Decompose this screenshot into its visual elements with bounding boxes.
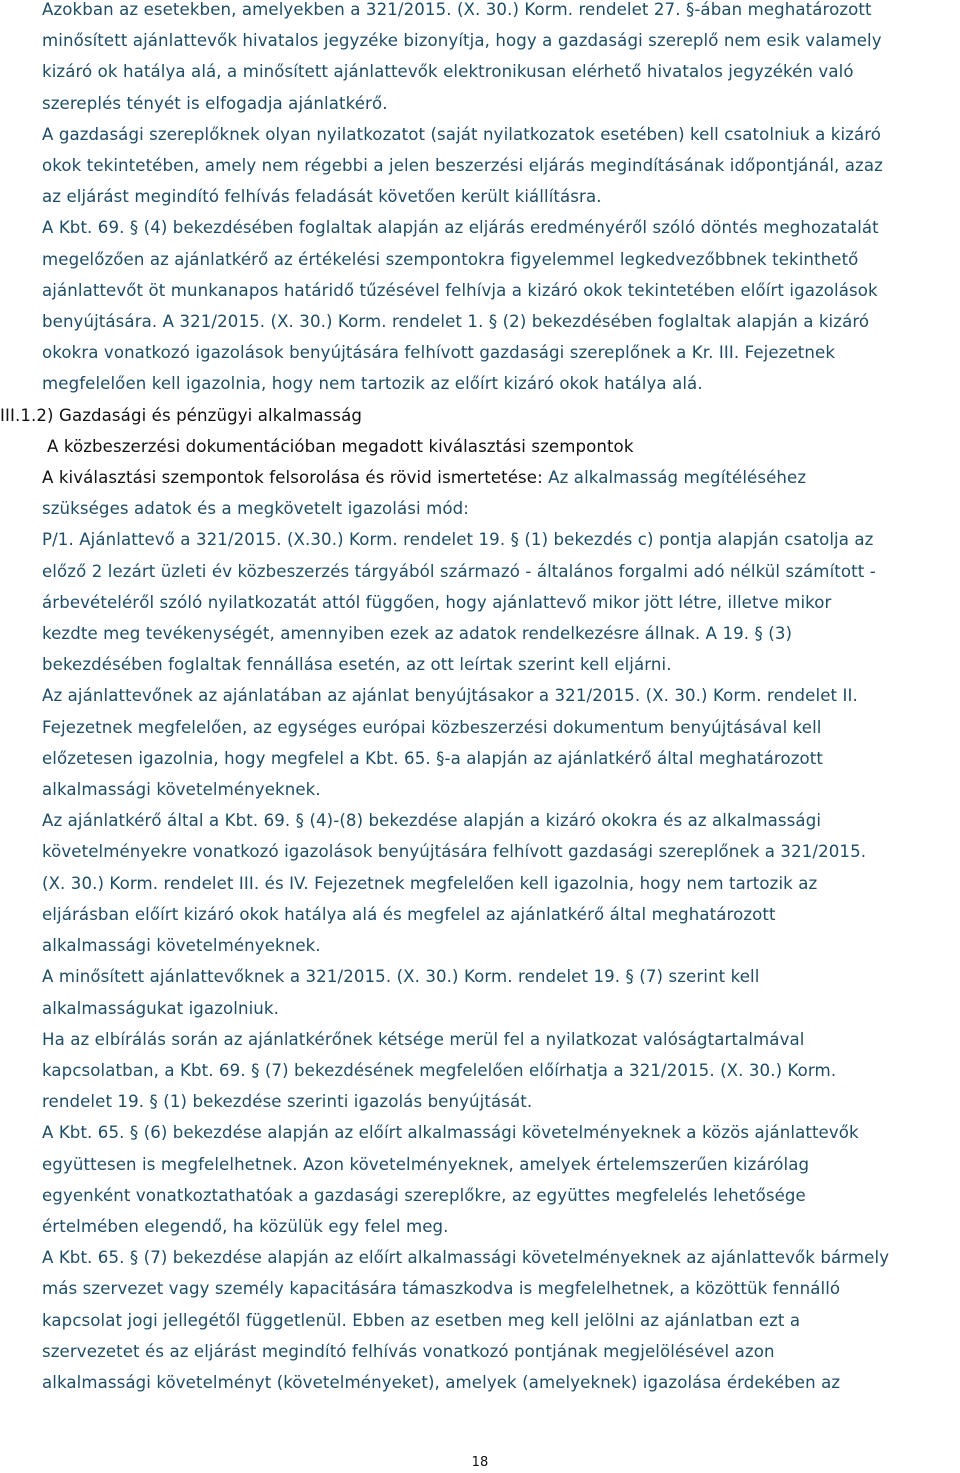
p1-paragraph — [42, 524, 954, 680]
text-line: okok tekintetében, amely nem régebbi a jelen beszerzési eljárás megindításának időpontjánál, azaz — [42, 156, 883, 176]
page-number: 18 — [471, 1455, 489, 1470]
text-line: (X. 30.) Korm. rendelet III. és IV. Fejezetnek megfelelően kell igazolnia, hogy nem tartozik az — [42, 873, 818, 893]
criteria-label: A kiválasztási szempontok felsorolása és rövid ismertetése: — [42, 468, 543, 488]
text-line: Ha az elbírálás során az ajánlatkérőnek kétsége merül fel a nyilatkozat valóságtartalmával — [42, 1029, 805, 1049]
text-line: A Kbt. 65. § (7) bekezdése alapján az előírt alkalmassági követelményeknek az ajánlattevők bármely — [42, 1248, 890, 1268]
text-line: értelmében elegendő, ha közülük egy felel meg. — [42, 1216, 449, 1236]
text-line: Az ajánlattevőnek az ajánlatában az ajánlat benyújtásakor a 321/2015. (X. 30.) Korm. rendelet II. — [42, 686, 858, 706]
text-line: alkalmassági követelményeknek. — [42, 936, 321, 956]
criteria-intro-text: Az alkalmasság megítéléséhez — [542, 468, 807, 488]
text-line: kapcsolatban, a Kbt. 69. § (7) bekezdésének megfelelően előírhatja a 321/2015. (X. 30.) Korm. — [42, 1060, 837, 1080]
text-line: az eljárást megindító felhívás feladását követően került kiállításra. — [42, 187, 602, 207]
text-line: előzetesen igazolnia, hogy megfelel a Kbt. 65. §-a alapján az ajánlatkérő által meghatározott — [42, 748, 823, 768]
text-line: A minősített ajánlattevőknek a 321/2015. (X. 30.) Korm. rendelet 19. § (7) szerint kell — [42, 967, 760, 987]
text-line: előző 2 lezárt üzleti év közbeszerzés tárgyából származó - általános forgalmi adó nélkül számított - — [42, 561, 876, 581]
text-line: benyújtására. A 321/2015. (X. 30.) Korm. rendelet 1. § (2) bekezdésében foglaltak alapján a kizáró — [42, 312, 870, 332]
kbt-65-7-paragraph — [42, 1242, 954, 1398]
text-line: alkalmassági követelményt (követelményeket), amelyek (amelyeknek) igazolása érdekében az — [42, 1372, 841, 1392]
text-line: szereplés tényét is elfogadja ajánlatkérő. — [42, 93, 388, 113]
text-line: Fejezetnek megfelelően, az egységes európai közbeszerzési dokumentum benyújtásával kell — [42, 717, 822, 737]
text-line: alkalmasságukat igazolniuk. — [42, 998, 279, 1018]
text-line: követelményekre vonatkozó igazolások benyújtására felhívott gazdasági szereplőnek a 321/2015. — [42, 842, 867, 862]
text-line: megfelelően kell igazolnia, hogy nem tartozik az előírt kizáró okok hatálya alá. — [42, 374, 703, 394]
text-line: szükséges adatok és a megkövetelt igazolási mód: — [42, 499, 469, 519]
text-line: P/1. Ajánlattevő a 321/2015. (X.30.) Korm. rendelet 19. § (1) bekezdés c) pontja alapján csatolja az — [42, 530, 874, 550]
text-line: minősített ajánlattevők hivatalos jegyzéke bizonyítja, hogy a gazdasági szereplő nem esik valamely — [42, 31, 882, 51]
text-line: kezdte meg tevékenységét, amennyiben ezek az adatok rendelkezésre állnak. A 19. § (3) — [42, 624, 793, 644]
certificates-paragraph — [42, 805, 954, 961]
text-line: A gazdasági szereplőknek olyan nyilatkozatot (saját nyilatkozatok esetében) kell csatolniuk a kizáró — [42, 124, 882, 144]
intro-paragraph — [42, 0, 954, 119]
text-line: alkalmassági követelményeknek. — [42, 780, 321, 800]
section-heading: III.1.2) Gazdasági és pénzügyi alkalmasság — [0, 405, 363, 425]
text-line: Azokban az esetekben, amelyekben a 321/2015. (X. 30.) Korm. rendelet 27. §-ában meghatározott — [42, 0, 872, 19]
text-line: árbevételéről szóló nyilatkozatát attól függően, hogy ajánlattevő mikor jött létre, illetve mikor — [42, 592, 832, 612]
text-line: más szervezet vagy személy kapacitására támaszkodva is megfelelhetnek, a közöttük fennálló — [42, 1279, 841, 1299]
text-line: okokra vonatkozó igazolások benyújtására felhívott gazdasági szereplőnek a Kr. III. Fejezetnek — [42, 343, 836, 363]
declaration-paragraph — [42, 119, 954, 213]
text-line: A Kbt. 65. § (6) bekezdése alapján az előírt alkalmassági követelményeknek a közös ajánlattevők — [42, 1123, 859, 1143]
qualified-tenderers-paragraph — [42, 961, 954, 1023]
text-line: egyenként vonatkoztathatóak a gazdasági szereplőkre, az együttes megfelelés lehetősége — [42, 1185, 806, 1205]
text-line: eljárásban előírt kizáró okok hatálya alá és megfelel az ajánlatkérő által meghatározott — [42, 904, 776, 924]
text-line: kapcsolat jogi jellegétől függetlenül. Ebben az esetben meg kell jelölni az ajánlatban ezt a — [42, 1310, 801, 1330]
criteria-line — [42, 462, 954, 493]
text-line: bekezdésében foglaltak fennállása esetén, az ott leírtak szerint kell eljárni. — [42, 655, 672, 675]
doubt-paragraph — [42, 1024, 954, 1118]
text-line: szervezetet és az eljárást megindító felhívás vonatkozó pontjának megjelölésével azon — [42, 1341, 775, 1361]
text-line: kizáró ok hatálya alá, a minősített ajánlattevők elektronikusan elérhető hivatalos jegyzékén való — [42, 62, 854, 82]
kbt-69-paragraph — [42, 212, 954, 399]
text-line: ajánlattevőt öt munkanapos határidő tűzésével felhívja a kizáró okok tekintetében előírt igazolások — [42, 280, 878, 300]
text-line: Az ajánlatkérő által a Kbt. 69. § (4)-(8) bekezdése alapján a kizáró okokra és az alkalmassági — [42, 811, 822, 831]
text-line: rendelet 19. § (1) bekezdése szerinti igazolás benyújtását. — [42, 1092, 533, 1112]
espd-paragraph — [42, 680, 954, 805]
criteria-intro — [42, 462, 954, 524]
text-line: A Kbt. 69. § (4) bekezdésében foglaltak alapján az eljárás eredményéről szóló döntés meghozatalát — [42, 218, 879, 238]
section-subheading: A közbeszerzési dokumentációban megadott kiválasztási szempontok — [47, 436, 634, 456]
kbt-65-6-paragraph — [42, 1117, 954, 1242]
text-line: megelőzően az ajánlatkérő az értékelési szempontokra figyelemmel legkedvezőbbnek tekinthető — [42, 249, 859, 269]
text-line: együttesen is megfelelhetnek. Azon követelményeknek, amelyek értelemszerűen kizárólag — [42, 1154, 810, 1174]
